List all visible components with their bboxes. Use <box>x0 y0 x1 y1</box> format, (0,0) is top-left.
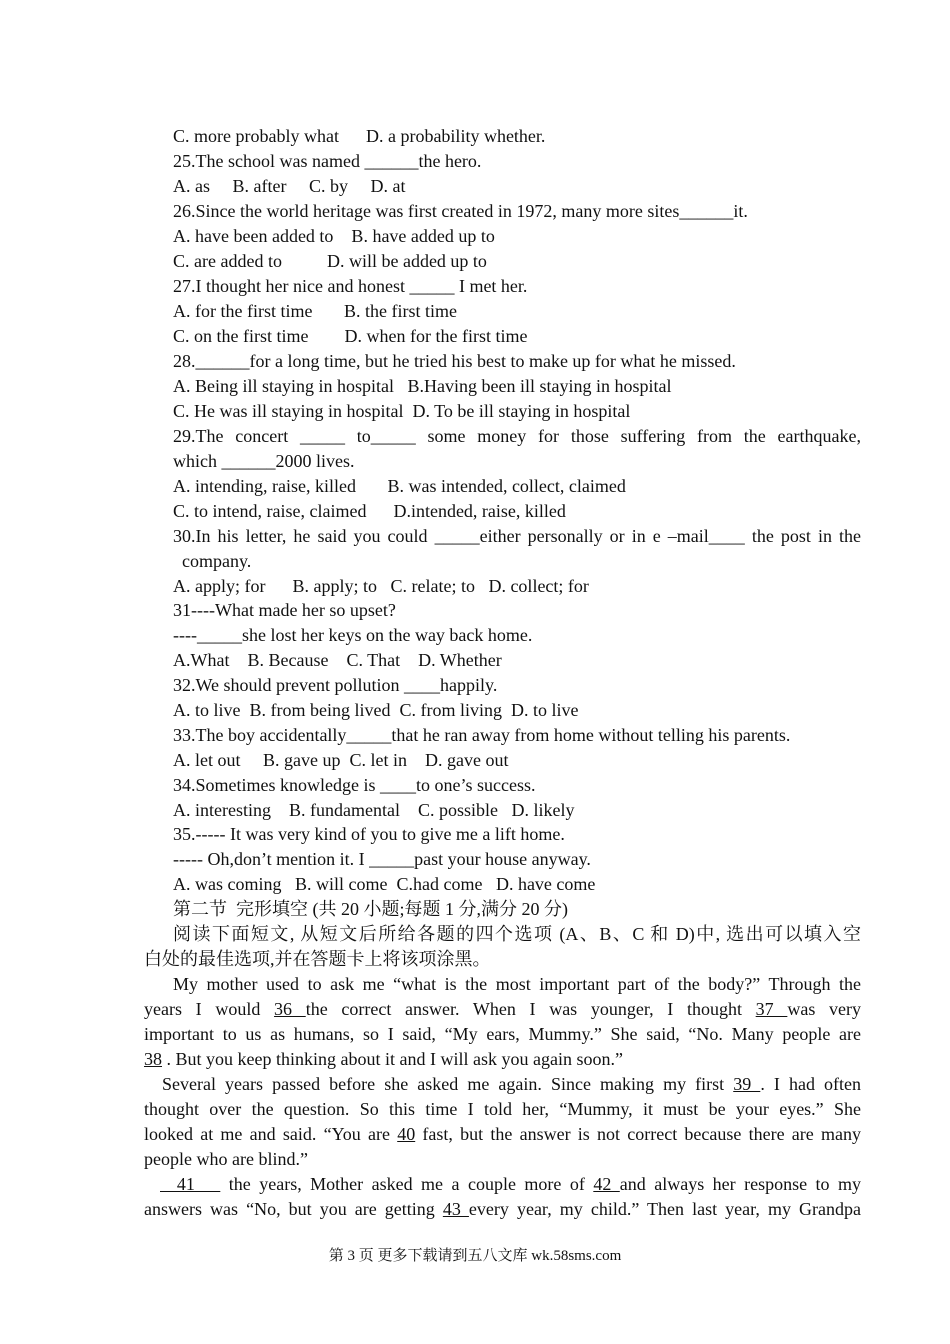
question-line: 32.We should prevent pollution ____happily. <box>173 675 498 695</box>
blank-40: 40 <box>397 1124 416 1144</box>
question-line: 31----What made her so upset? <box>173 600 396 620</box>
question-line: 26.Since the world heritage was first created in 1972, many more sites______it. <box>173 201 748 221</box>
passage-line <box>144 1122 861 1147</box>
question-line: 28.______for a long time, but he tried his best to make up for what he missed. <box>173 351 736 371</box>
question-line: A. Being ill staying in hospital B.Having been ill staying in hospital <box>173 376 672 396</box>
passage-text: was very <box>787 999 862 1019</box>
passage-text: looked at me and said. “You are <box>144 1124 390 1144</box>
section-heading: 第二节 完形填空 (共 20 小题;每题 1 分,满分 20 分) <box>173 899 568 919</box>
passage-text: and always her response to my <box>619 1174 862 1194</box>
blank-41: 41 <box>160 1174 221 1194</box>
question-line: 29.The concert _____ to_____ some money for those suffering from the earthquake, <box>173 426 861 446</box>
question-line: A. to live B. from being lived C. from living D. to live <box>173 700 579 720</box>
question-line: A. for the first time B. the first time <box>173 301 457 321</box>
question-line: C. are added to D. will be added up to <box>173 251 487 271</box>
question-line: company. <box>182 551 252 571</box>
question-line: A. interesting B. fundamental C. possible D. likely <box>173 800 575 820</box>
question-line: A. apply; for B. apply; to C. relate; to D. collect; for <box>173 576 589 596</box>
passage-text: every year, my child.” Then last year, my Grandpa <box>468 1199 861 1219</box>
question-line: A.What B. Because C. That D. Whether <box>173 650 502 670</box>
question-line: A. as B. after C. by D. at <box>173 176 406 196</box>
passage-text: . But you keep thinking about it and I will ask you again soon.” <box>162 1049 623 1069</box>
question-line: 30.In his letter, he said you could _____either personally or in e –mail____ the post in the <box>173 526 861 546</box>
question-line: C. on the first time D. when for the first time <box>173 326 528 346</box>
instruction-line: 白处的最佳选项,并在答题卡上将该项涂黑。 <box>144 949 491 969</box>
question-line: 33.The boy accidentally_____that he ran away from home without telling his parents. <box>173 725 791 745</box>
passage-line <box>160 1172 861 1197</box>
question-line: A. was coming B. will come C.had come D. have come <box>173 874 596 894</box>
instruction-line: 阅读下面短文, 从短文后所给各题的四个选项 (A、B、C 和 D)中, 选出可以填入空 <box>173 924 861 944</box>
blank-39: 39 <box>733 1074 761 1094</box>
question-line: 35.----- It was very kind of you to give me a lift home. <box>173 824 565 844</box>
question-line: 27.I thought her nice and honest _____ I met her. <box>173 276 528 296</box>
question-line: 25.The school was named ______the hero. <box>173 151 482 171</box>
passage-text: Several years passed before she asked me again. Since making my first <box>162 1074 725 1094</box>
passage-line <box>144 997 861 1022</box>
passage-line: thought over the question. So this time I told her, “Mummy, it must be your eyes.” She <box>144 1099 861 1119</box>
passage-text: answers was “No, but you are getting <box>144 1199 435 1219</box>
question-line: which ______2000 lives. <box>173 451 355 471</box>
question-line: A. let out B. gave up C. let in D. gave out <box>173 750 509 770</box>
passage-text: the correct answer. When I was younger, I thought <box>305 999 742 1019</box>
passage-text: fast, but the answer is not correct because there are many <box>415 1124 861 1144</box>
blank-43: 43 <box>442 1199 469 1219</box>
passage-line <box>162 1072 861 1097</box>
passage-text: years I would <box>144 999 261 1019</box>
passage-text: . I had often <box>760 1074 862 1094</box>
blank-42: 42 <box>593 1174 620 1194</box>
question-line: 34.Sometimes knowledge is ____to one’s success. <box>173 775 536 795</box>
question-line: C. to intend, raise, claimed D.intended, raise, killed <box>173 501 566 521</box>
blank-38: 38 <box>144 1049 162 1069</box>
passage-line <box>144 1047 623 1072</box>
passage-line: important to us as humans, so I said, “My ears, Mummy.” She said, “No. Many people are <box>144 1024 861 1044</box>
question-line: C. He was ill staying in hospital D. To be ill staying in hospital <box>173 401 631 421</box>
passage-line: My mother used to ask me “what is the most important part of the body?” Through the <box>173 974 861 994</box>
question-line: A. have been added to B. have added up to <box>173 226 495 246</box>
passage-line: people who are blind.” <box>144 1149 308 1169</box>
blank-37: 37 <box>755 999 788 1019</box>
passage-text: the years, Mother asked me a couple more of <box>220 1174 585 1194</box>
question-line: ----_____she lost her keys on the way back home. <box>173 625 533 645</box>
question-line: A. intending, raise, killed B. was intended, collect, claimed <box>173 476 626 496</box>
question-line: C. more probably what D. a probability whether. <box>173 126 546 146</box>
question-line: ----- Oh,don’t mention it. I _____past your house anyway. <box>173 849 591 869</box>
blank-36: 36 <box>274 999 306 1019</box>
passage-line <box>144 1197 861 1222</box>
page-footer: 第 3 页 更多下载请到五八文库 wk.58sms.com <box>328 1248 622 1264</box>
